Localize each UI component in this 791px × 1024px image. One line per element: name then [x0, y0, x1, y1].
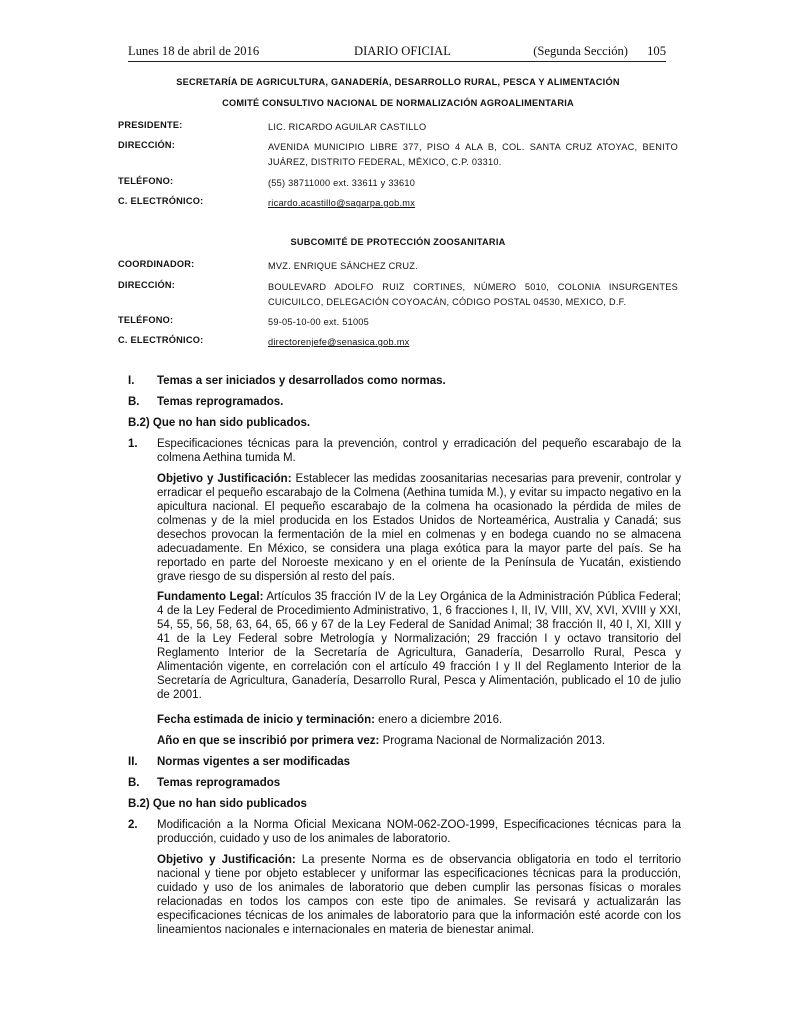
comite-email-label: C. ELECTRÓNICO:: [118, 196, 204, 206]
subcomite-email-label: C. ELECTRÓNICO:: [118, 335, 204, 345]
header-date: Lunes 18 de abril de 2016: [128, 44, 260, 58]
item-1-fundamento-text: Artículos 35 fracción IV de la Ley Orgánica de la Administración Pública Federal; 4 de la Ley Federal de Procedimiento Administrativo, 1, 6 fracciones I, II, IV, VIII, XV, XVI, XVIII y XXI, 54, 55, 56, 58, 63, 64, 65, 66 y 67 de la Ley Federal de Sanidad Animal; 38 fracción II, 40 I, XI, XIII y 41 de la Ley Federal sobre Metrología y Normalización; 29 fracción I y octavo transitorio del Reglamento Interior de la Secretaría de Agricultura, Ganadería, Desarrollo Rural, Pesca y Alimentación vigente, en correlación con el artículo 49 fracción I y II del Reglamento Interior de la Secretaría de Agricultura, Ganadería, Desarrollo Rural, Pesca y Alimentación, publicado el 10 de julio de 2001.: [157, 591, 681, 701]
coordinador-value: MVZ. ENRIQUE SÁNCHEZ CRUZ.: [268, 261, 418, 271]
header-page-number: 105: [647, 44, 666, 58]
section-ii-heading: Normas vigentes a ser modificadas: [157, 756, 351, 768]
item-1-anio-label: Año en que se inscribió por primera vez:: [157, 735, 380, 747]
subcomite-telefono-value: 59-05-10-00 ext. 51005: [268, 317, 370, 327]
secretaria-title: SECRETARÍA DE AGRICULTURA, GANADERÍA, DESARROLLO RURAL, PESCA Y ALIMENTACIÓN: [176, 77, 620, 87]
item-1-objetivo-paragraph: [157, 472, 681, 584]
section-i-marker: I.: [128, 375, 135, 387]
section-ii-b2-heading: B.2) Que no han sido publicados: [128, 798, 307, 810]
item-1-title: Especificaciones técnicas para la prevención, control y erradicación del pequeño escarabajo de la colmena Aethina tumida M.: [157, 438, 681, 464]
item-1-anio-paragraph: [157, 734, 681, 748]
item-1-objetivo-text: Establecer las medidas zoosanitarias necesarias para prevenir, controlar y erradicar el pequeño escarabajo de la Colmena (Aethina tumida M.), y evitar su impacto negativo en la apicultura nacional. El pequeño escarabajo de la colmena ha ocasionado la pérdida de miles de colmenas y de la miel producida en los Estados Unidos de Norteamérica, Australia y Canadá; sus desechos provocan la fermentación de la miel en colmenas y en bodega cuando no se almacena adecuadamente. En México, se considera una plaga exótica para la mayor parte del país. Se ha reportado en parte del Noroeste mexicano y en el oriente de la Península de Yucatán, existiendo grave riesgo de su dispersión al resto del país.: [157, 473, 682, 583]
section-ii-marker: II.: [128, 756, 138, 768]
coordinador-label: COORDINADOR:: [118, 259, 195, 269]
comite-title: COMITÉ CONSULTIVO NACIONAL DE NORMALIZACIÓN AGROALIMENTARIA: [222, 98, 574, 108]
section-i-b-heading: Temas reprogramados.: [157, 396, 284, 408]
subcomite-direccion-label: DIRECCIÓN:: [118, 280, 176, 290]
item-1-marker: 1.: [128, 438, 138, 450]
item-2-objetivo-label: Objetivo y Justificación:: [157, 854, 296, 866]
item-1-fundamento-paragraph: [157, 590, 681, 702]
item-1-anio-text: Programa Nacional de Normalización 2013.: [379, 735, 606, 747]
presidente-label: PRESIDENTE:: [118, 120, 183, 130]
subcomite-direccion-value: BOULEVARD ADOLFO RUIZ CORTINES, NÚMERO 5010, COLONIA INSURGENTES CUICUILCO, DELEGACIÓN COYOACÁN, CÓDIGO POSTAL 04530, MEXICO, D.F.: [268, 282, 678, 307]
section-ii-b-marker: B.: [128, 777, 140, 789]
comite-email-link[interactable]: ricardo.acastillo@sagarpa.gob.mx: [268, 198, 416, 208]
item-1-objetivo-label: Objetivo y Justificación:: [157, 473, 292, 485]
comite-direccion-label: DIRECCIÓN:: [118, 140, 176, 150]
header-section: (Segunda Sección): [533, 44, 628, 58]
item-1-fecha-paragraph: [157, 713, 681, 727]
section-i-b-marker: B.: [128, 396, 140, 408]
item-2-title: Modificación a la Norma Oficial Mexicana NOM-062-ZOO-1999, Especificaciones técnicas para la producción, cuidado y uso de los animales de laboratorio.: [157, 819, 681, 845]
comite-direccion-value: AVENIDA MUNICIPIO LIBRE 377, PISO 4 ALA B, COL. SANTA CRUZ ATOYAC, BENITO JUÁREZ, DISTRITO FEDERAL, MÉXICO, C.P. 03310.: [268, 142, 678, 167]
header-title: DIARIO OFICIAL: [354, 44, 451, 58]
section-i-heading: Temas a ser iniciados y desarrollados como normas.: [157, 375, 446, 387]
header-rule: [128, 61, 666, 62]
item-1-fundamento-label: Fundamento Legal:: [157, 591, 264, 603]
item-2-marker: 2.: [128, 819, 138, 831]
item-1-fecha-label: Fecha estimada de inicio y terminación:: [157, 714, 375, 726]
presidente-value: LIC. RICARDO AGUILAR CASTILLO: [268, 122, 427, 132]
subcomite-email-link[interactable]: directorenjefe@senasica.gob.mx: [268, 337, 410, 347]
section-ii-b-heading: Temas reprogramados: [157, 777, 281, 789]
page-header: [128, 44, 666, 62]
comite-telefono-value: (55) 38711000 ext. 33611 y 33610: [268, 178, 416, 188]
subcomite-telefono-label: TELÉFONO:: [118, 315, 174, 325]
item-2-objetivo-text: La presente Norma es de observancia obligatoria en todo el territorio nacional y tiene por objeto establecer y uniformar las especificaciones técnicas para la producción, cuidado y uso de los animales de laboratorio que deben cumplir las personas físicas o morales relacionadas en todos los campos con este tipo de animales. Se revisará y actualizarán las especificaciones técnicas de los animales de laboratorio para que la información esté acorde con los lineamientos nacionales e internacionales en materia de bienestar animal.: [157, 854, 681, 936]
item-1-fecha-text: enero a diciembre 2016.: [374, 714, 503, 726]
item-2-objetivo-paragraph: [157, 853, 681, 937]
section-i-b2-heading: B.2) Que no han sido publicados.: [128, 417, 311, 429]
subcomite-title: SUBCOMITÉ DE PROTECCIÓN ZOOSANITARIA: [290, 237, 506, 247]
comite-telefono-label: TELÉFONO:: [118, 176, 174, 186]
